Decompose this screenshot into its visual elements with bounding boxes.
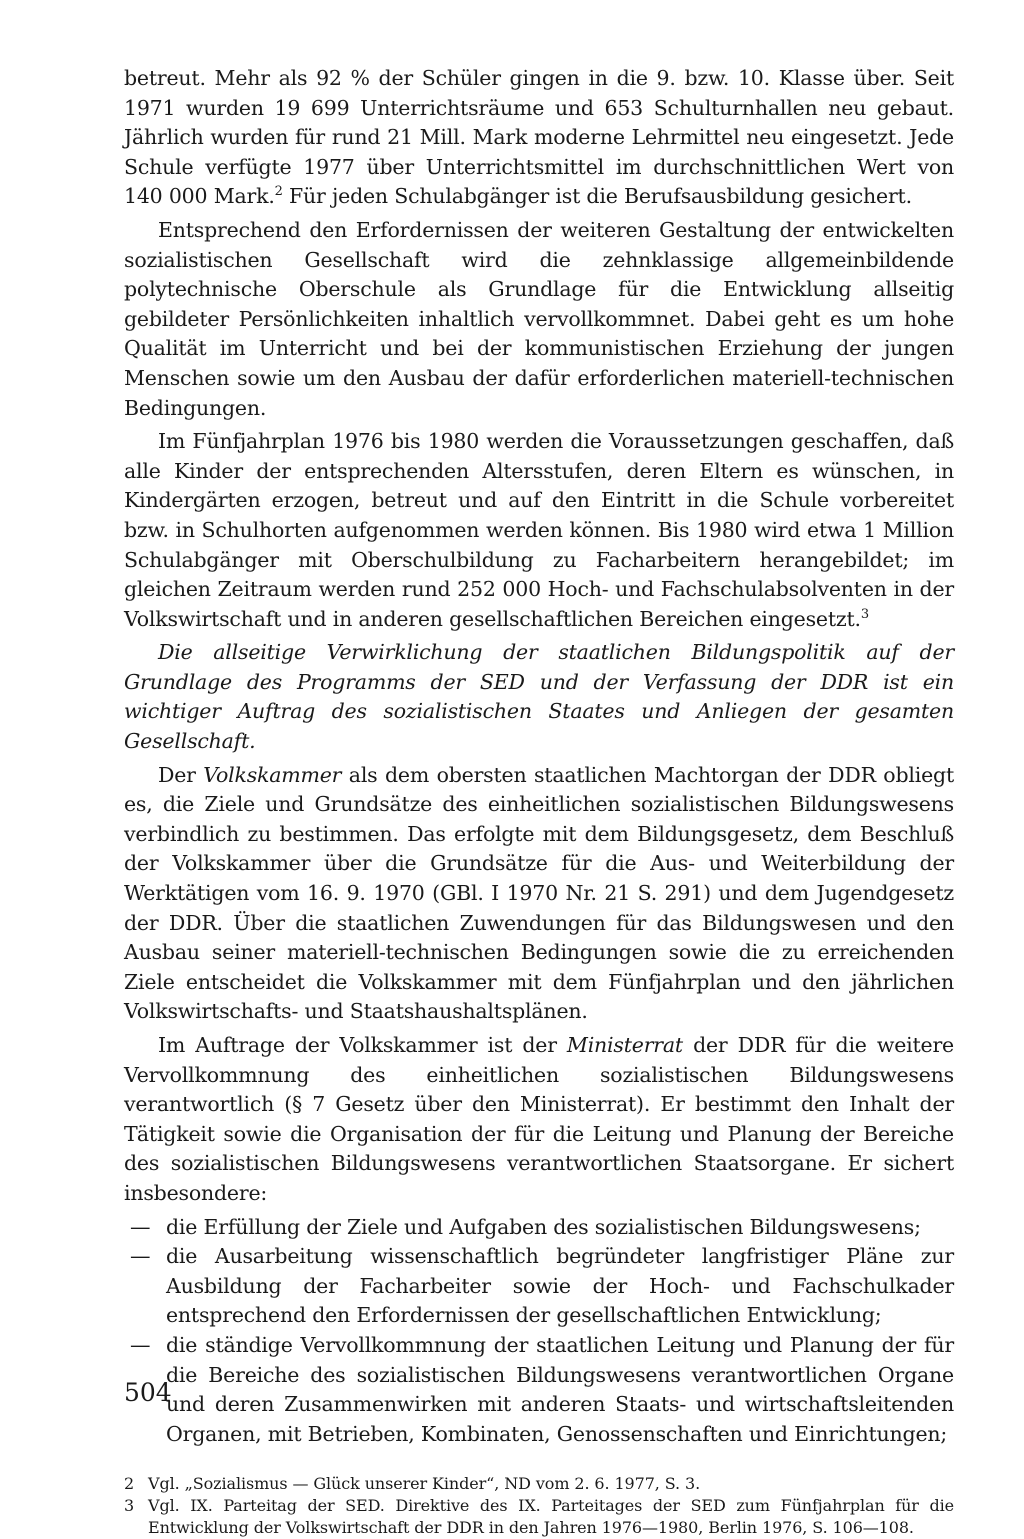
paragraph-1-text: betreut. Mehr als 92 % der Schüler gingen in die 9. bzw. 10. Klasse über. Seit 1971 wurden 19 699 Unterrichtsräume und 653 Schulturnhallen neu gebaut. Jährlich wurden für rund 21 Mill. Mark moderne Lehrmittel neu eingesetzt. Jede Schule verfügte 1977 über Unterrichtsmittel im durchschnittlichen Wert von 140 000 Mark. bbox=[124, 66, 954, 209]
paragraph-3-text: Im Fünfjahrplan 1976 bis 1980 werden die Voraussetzungen geschaffen, daß alle Kinder der entsprechenden Altersstufen, deren Eltern es wünschen, in Kindergärten erzogen, betreut und auf den Eintritt in die Schule vorbereitet bzw. in Schulhorten aufgenommen werden können. Bis 1980 wird etwa 1 Million Schulabgänger mit Oberschulbildung zu Facharbeitern herangebildet; im gleichen Zeitraum werden rund 252 000 Hoch- und Fachschulabsolventen in der Volkswirtschaft und in anderen gesellschaftlichen Bereichen eingesetzt. bbox=[124, 429, 954, 631]
paragraph-1 bbox=[124, 64, 954, 212]
paragraph-2: Entsprechend den Erfordernissen der weiteren Gestaltung der entwickelten sozialistischen Gesellschaft wird die zehnklassige allgemeinbildende polytechnische Oberschule als Grundlage für die Entwicklung allseitig gebildeter Persönlichkeiten inhaltlich vervollkommnet. Dabei geht es um hohe Qualität im Unterricht und bei der kommunistischen Erziehung der jungen Menschen sowie um den Ausbau der dafür erforderlichen materiell-technischen Bedingungen. bbox=[124, 217, 954, 420]
page-body bbox=[124, 64, 954, 1539]
footnote-ref-2[interactable]: 2 bbox=[274, 184, 283, 200]
footnote-number: 3 bbox=[124, 1496, 135, 1516]
list-item-text: die Erfüllung der Ziele und Aufgaben des sozialistischen Bildungswesens; bbox=[166, 1214, 921, 1239]
list-item bbox=[124, 1242, 954, 1331]
paragraph-4-emphasis: Die allseitige Verwirklichung der staatlichen Bildungspolitik auf der Grundlage des Programms der SED und der Verfassung der DDR ist ein wichtiger Auftrag des sozialistischen Staates und Anliegen der gesamten Gesellschaft. bbox=[124, 640, 954, 754]
footnote-2 bbox=[124, 1473, 954, 1495]
list-item bbox=[124, 1331, 954, 1449]
paragraph-3 bbox=[124, 427, 954, 634]
paragraph-6-pre: Im Auftrage der Volkskammer ist der bbox=[158, 1033, 567, 1057]
list-item-text: die ständige Vervollkommnung der staatlichen Leitung und Planung der für die Bereiche des sozialistischen Bildungswesens verantwortlichen Organe und deren Zusammenwirken mit anderen Staats- und wirtschaftsleitenden Organen, mit Betrieben, Kombinaten, Genossenschaften und Einrichtungen; bbox=[166, 1332, 954, 1446]
term-volkskammer: Volkskammer bbox=[203, 762, 342, 787]
paragraph-1-tail: Für jeden Schulabgänger ist die Berufsausbildung gesichert. bbox=[282, 184, 912, 209]
dash-bullet: — bbox=[130, 1332, 151, 1357]
paragraph-6-text: der DDR für die weitere Vervollkommnung des einheitlichen sozialistischen Bildungswesens verantwortlich (§ 7 Gesetz über den Ministerrat). Er bestimmt den Inhalt der Tätigkeit sowie die Organisation der für die Leitung und Planung der Bereiche des sozialistischen Bildungswesens verantwortlichen Staatsorgane. Er sichert insbesondere: bbox=[124, 1033, 954, 1205]
list-item bbox=[124, 1213, 954, 1243]
footnote-text: Vgl. „Sozialismus — Glück unserer Kinder“, ND vom 2. 6. 1977, S. 3. bbox=[148, 1474, 701, 1494]
paragraph-6 bbox=[124, 1031, 954, 1209]
duties-list bbox=[124, 1213, 954, 1450]
dash-bullet: — bbox=[130, 1244, 151, 1269]
footnotes bbox=[124, 1473, 954, 1539]
footnote-ref-3[interactable]: 3 bbox=[860, 606, 869, 622]
dash-bullet: — bbox=[130, 1214, 151, 1239]
paragraph-5-text: als dem obersten staatlichen Machtorgan der DDR obliegt es, die Ziele und Grundsätze des einheitlichen sozialistischen Bildungswesens verbindlich zu bestimmen. Das erfolgte mit dem Bildungsgesetz, dem Beschluß der Volkskammer über die Grundsätze für die Aus- und Weiterbildung der Werktätigen vom 16. 9. 1970 (GBl. I 1970 Nr. 21 S. 291) und dem Jugendgesetz der DDR. Über die staatlichen Zuwendungen für das Bildungswesen und den Ausbau seiner materiell-technischen Bedingungen sowie die zu erreichenden Ziele entscheidet die Volkskammer mit dem Fünfjahrplan und den jährlichen Volkswirtschafts- und Staatshaushaltsplänen. bbox=[124, 762, 954, 1024]
list-item-text: die Ausarbeitung wissenschaftlich begründeter langfristiger Pläne zur Ausbildung der Facharbeiter sowie der Hoch- und Fachschulkader entsprechend den Erfordernissen der gesellschaftlichen Entwicklung; bbox=[166, 1244, 954, 1328]
paragraph-5 bbox=[124, 761, 954, 1027]
footnote-3 bbox=[124, 1495, 954, 1539]
page-number: 504 bbox=[124, 1378, 172, 1407]
term-ministerrat: Ministerrat bbox=[566, 1033, 683, 1057]
footnote-text: Vgl. IX. Parteitag der SED. Direktive des IX. Parteitages der SED zum Fünfjahrplan für die Entwicklung der Volkswirtschaft der DDR in den Jahren 1976—1980, Berlin 1976, S. 106—108. bbox=[148, 1496, 954, 1538]
paragraph-5-pre: Der bbox=[158, 762, 204, 787]
footnote-number: 2 bbox=[124, 1474, 135, 1494]
